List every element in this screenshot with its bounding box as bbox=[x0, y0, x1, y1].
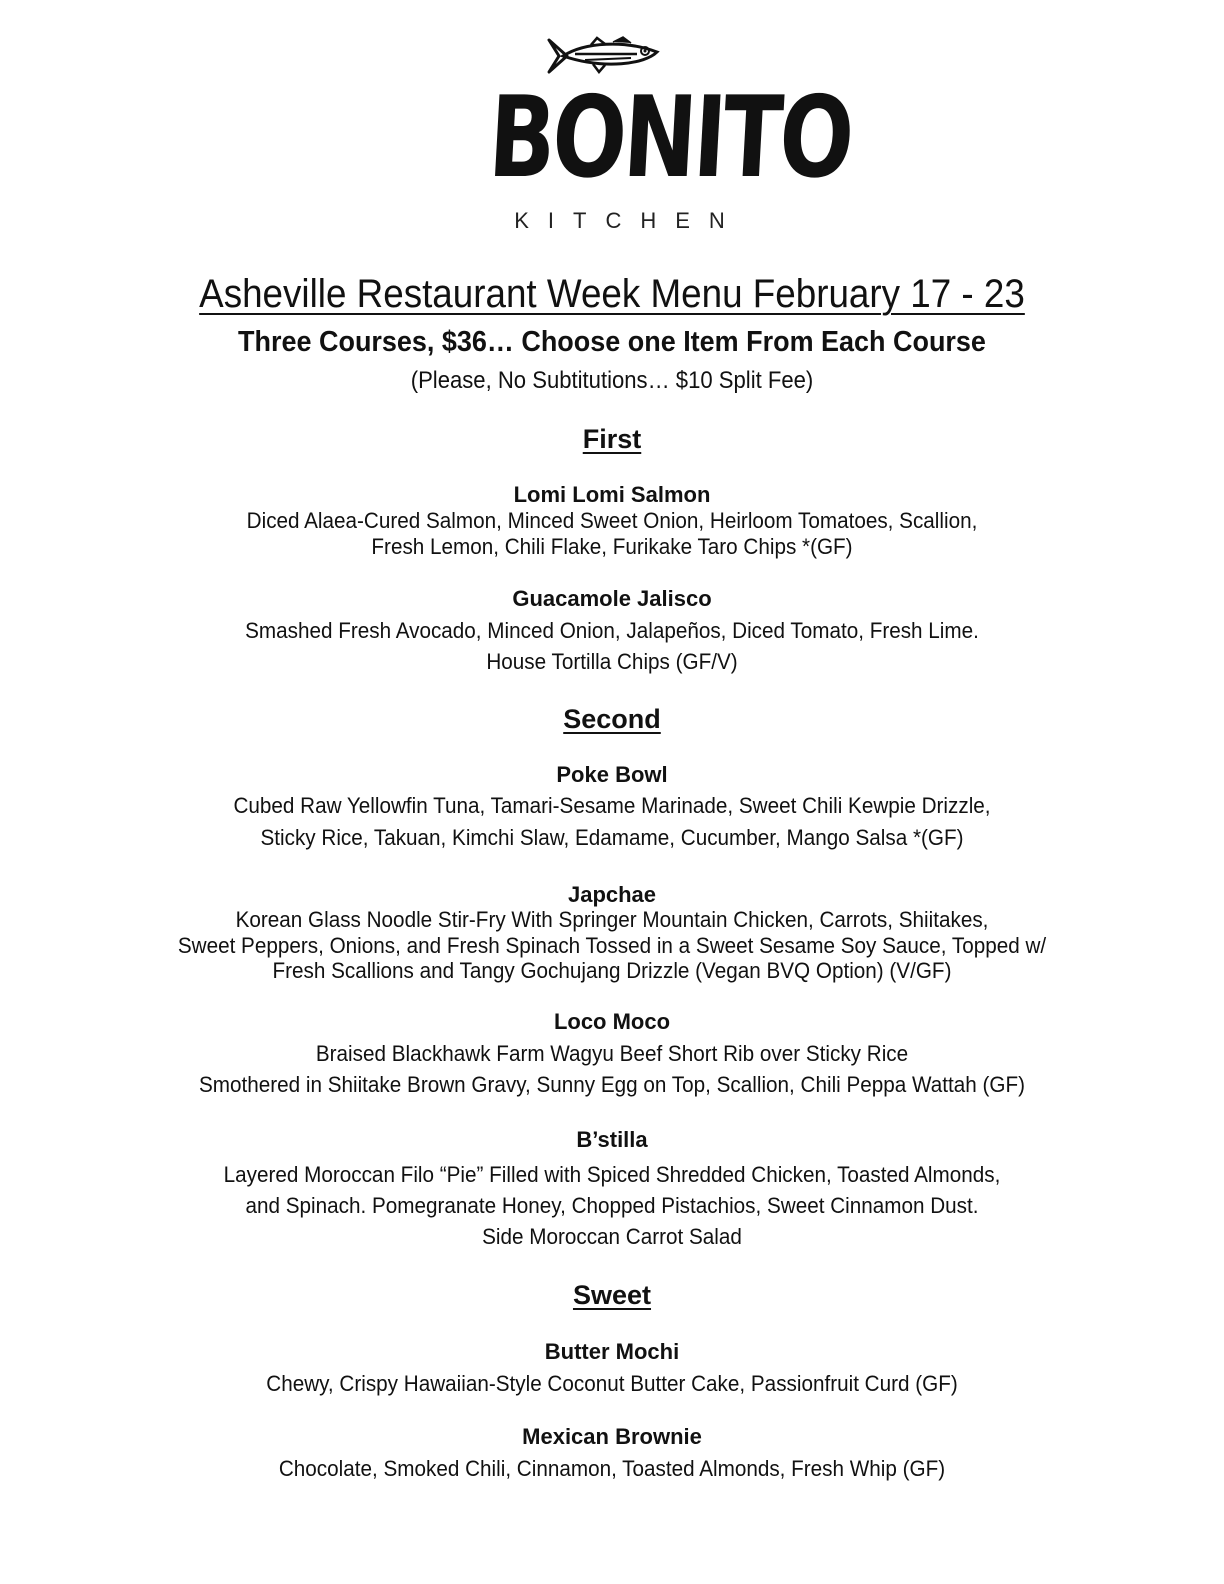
item-desc-line: Chocolate, Smoked Chili, Cinnamon, Toasted Almonds, Fresh Whip (GF) bbox=[278, 1456, 946, 1481]
brand-subtitle: KITCHEN bbox=[514, 208, 744, 233]
item-name: B’stilla bbox=[576, 1127, 648, 1152]
item-desc-line: Layered Moroccan Filo “Pie” Filled with Spiced Shredded Chicken, Toasted Almonds, bbox=[223, 1162, 1001, 1187]
item-desc-line: Diced Alaea-Cured Salmon, Minced Sweet Onion, Heirloom Tomatoes, Scallion, bbox=[246, 508, 978, 533]
item-name: Guacamole Jalisco bbox=[512, 586, 712, 611]
item-name: Mexican Brownie bbox=[522, 1424, 702, 1449]
brand-name: BONITO bbox=[485, 73, 855, 203]
menu-note: (Please, No Subtitutions… $10 Split Fee) bbox=[410, 367, 814, 394]
menu-subtitle: Three Courses, $36… Choose one Item From Each Course bbox=[238, 326, 986, 358]
course-heading-text: First bbox=[582, 424, 642, 454]
item-desc-line: Smashed Fresh Avocado, Minced Onion, Jalapeños, Diced Tomato, Fresh Lime. bbox=[245, 618, 979, 643]
item-name: Japchae bbox=[567, 882, 657, 907]
item-desc-line: Side Moroccan Carrot Salad bbox=[482, 1224, 742, 1249]
item-desc-line: Sweet Peppers, Onions, and Fresh Spinach Tossed in a Sweet Sesame Soy Sauce, Topped w/ bbox=[177, 933, 1047, 958]
course-heading-second bbox=[0, 702, 1224, 736]
course-heading-sweet bbox=[0, 1278, 1224, 1312]
menu-title-text: Asheville Restaurant Week Menu February 17 - 23 bbox=[199, 272, 1025, 316]
item-desc-line: Braised Blackhawk Farm Wagyu Beef Short Rib over Sticky Rice bbox=[315, 1041, 909, 1066]
item-name: Butter Mochi bbox=[544, 1339, 680, 1364]
course-heading-text: Second bbox=[563, 704, 661, 734]
menu-title bbox=[49, 268, 1175, 320]
course-heading-first bbox=[0, 422, 1224, 456]
item-desc-line: Smothered in Shiitake Brown Gravy, Sunny Egg on Top, Scallion, Chili Peppa Wattah (GF) bbox=[198, 1072, 1026, 1097]
fish-icon bbox=[545, 36, 665, 78]
item-name: Poke Bowl bbox=[556, 762, 668, 787]
item-desc-line: Chewy, Crispy Hawaiian-Style Coconut Butter Cake, Passionfruit Curd (GF) bbox=[266, 1371, 958, 1396]
item-desc-line: Korean Glass Noodle Stir-Fry With Springer Mountain Chicken, Carrots, Shiitakes, bbox=[235, 907, 989, 932]
item-desc-line: Cubed Raw Yellowfin Tuna, Tamari-Sesame Marinade, Sweet Chili Kewpie Drizzle, bbox=[233, 793, 991, 818]
item-desc-line: Sticky Rice, Takuan, Kimchi Slaw, Edamame, Cucumber, Mango Salsa *(GF) bbox=[260, 825, 964, 850]
item-desc-line: House Tortilla Chips (GF/V) bbox=[486, 649, 738, 674]
course-heading-text: Sweet bbox=[572, 1280, 652, 1310]
item-desc-line: Fresh Lemon, Chili Flake, Furikake Taro Chips *(GF) bbox=[371, 534, 853, 559]
item-desc-line: Fresh Scallions and Tangy Gochujang Drizzle (Vegan BVQ Option) (V/GF) bbox=[272, 958, 952, 983]
item-desc-line: and Spinach. Pomegranate Honey, Chopped Pistachios, Sweet Cinnamon Dust. bbox=[245, 1193, 979, 1218]
item-name: Loco Moco bbox=[553, 1009, 671, 1034]
item-name: Lomi Lomi Salmon bbox=[513, 482, 711, 507]
